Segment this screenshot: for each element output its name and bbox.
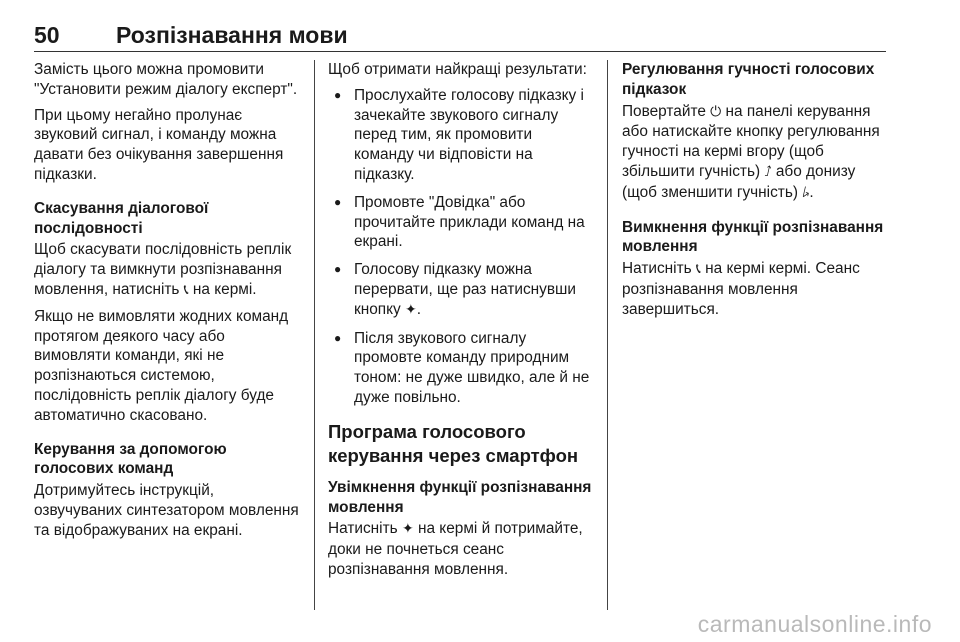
paragraph: Щоб отримати найкращі результати: [328, 61, 587, 78]
column-1 [34, 60, 302, 547]
page-header [34, 22, 886, 52]
column-divider-2 [607, 60, 608, 610]
voice-command-icon: ✦ [405, 301, 417, 318]
list-item: ● Голосову підказку можна перервати, ще раз натиснувши кнопку ✦. [328, 260, 596, 320]
paragraph: Повертайте ⏻ на панелі керування або натискайте кнопку регулювання гучності на кермі вгору (щоб збільшити гучність) ⭜ або донизу (щоб зменшити гучність) ⭞. [622, 102, 880, 201]
list-item: ● Прослухайте голосову підказку і зачекайте звукового сигналу перед тим, як промовити команду чи відповісти на підказку. [328, 86, 596, 185]
paragraph: Якщо не вимовляти жодних команд протягом деякого часу або вимовляти команди, які не розпізнаються системою, послідовність реплік діалогу буде автоматично скасовано. [34, 307, 289, 424]
paragraph: Дотримуйтесь інструкцій, озвучуваних синтезатором мовлення та відображуваних на екрані. [34, 482, 299, 539]
section-heading-cancel: Скасування діалогової послідовності [34, 199, 209, 237]
watermark: carmanualsonline.info [697, 611, 932, 637]
phone-hangup-icon: 📞︎ [695, 261, 701, 278]
tips-list [328, 86, 596, 408]
paragraph: Натисніть ✦ на кермі й потримайте, доки не почнеться сеанс розпізнавання мовлення. [328, 520, 583, 578]
column-divider-1 [314, 60, 315, 610]
section-heading-enable: Увімкнення функції розпізнавання мовлення [328, 478, 592, 516]
section-heading-voice-control: Керування за допомогою голосових команд [34, 440, 227, 478]
section-heading-smartphone: Програма голосового керування через смартфон [328, 420, 579, 466]
page-number: 50 [34, 22, 60, 48]
volume-up-icon: ⭜ [764, 163, 772, 180]
phone-hangup-icon: 📞︎ [183, 281, 189, 298]
list-item: ● Промовте "Довідка" або прочитайте приклади команд на екрані. [328, 193, 596, 252]
paragraph: Замість цього можна промовити "Установити режим діалогу експерт". [34, 61, 298, 98]
power-knob-icon: ⏻ [710, 103, 722, 120]
paragraph: Натисніть 📞︎ на кермі кермі. Сеанс розпізнавання мовлення завершиться. [622, 260, 860, 318]
paragraph: При цьому негайно пролунає звуковий сигнал, і команду можна давати без очікування завершення підказки. [34, 106, 284, 183]
paragraph: Щоб скасувати послідовність реплік діалогу та вимкнути розпізнавання мовлення, натисніть 📞︎ на кермі. [34, 241, 292, 298]
column-3 [622, 60, 892, 326]
column-2 [328, 60, 596, 586]
header-divider [34, 51, 886, 52]
volume-down-icon: ⭞ [802, 184, 810, 201]
list-item: ● Після звукового сигналу промовте команду природним тоном: не дуже швидко, але й не дуже повільно. [328, 329, 596, 408]
section-heading-volume: Регулювання гучності голосових підказок [622, 61, 875, 98]
section-heading-disable: Вимкнення функції розпізнавання мовлення [622, 218, 884, 256]
page-title: Розпізнавання мови [116, 22, 348, 48]
voice-command-icon: ✦ [401, 521, 414, 538]
